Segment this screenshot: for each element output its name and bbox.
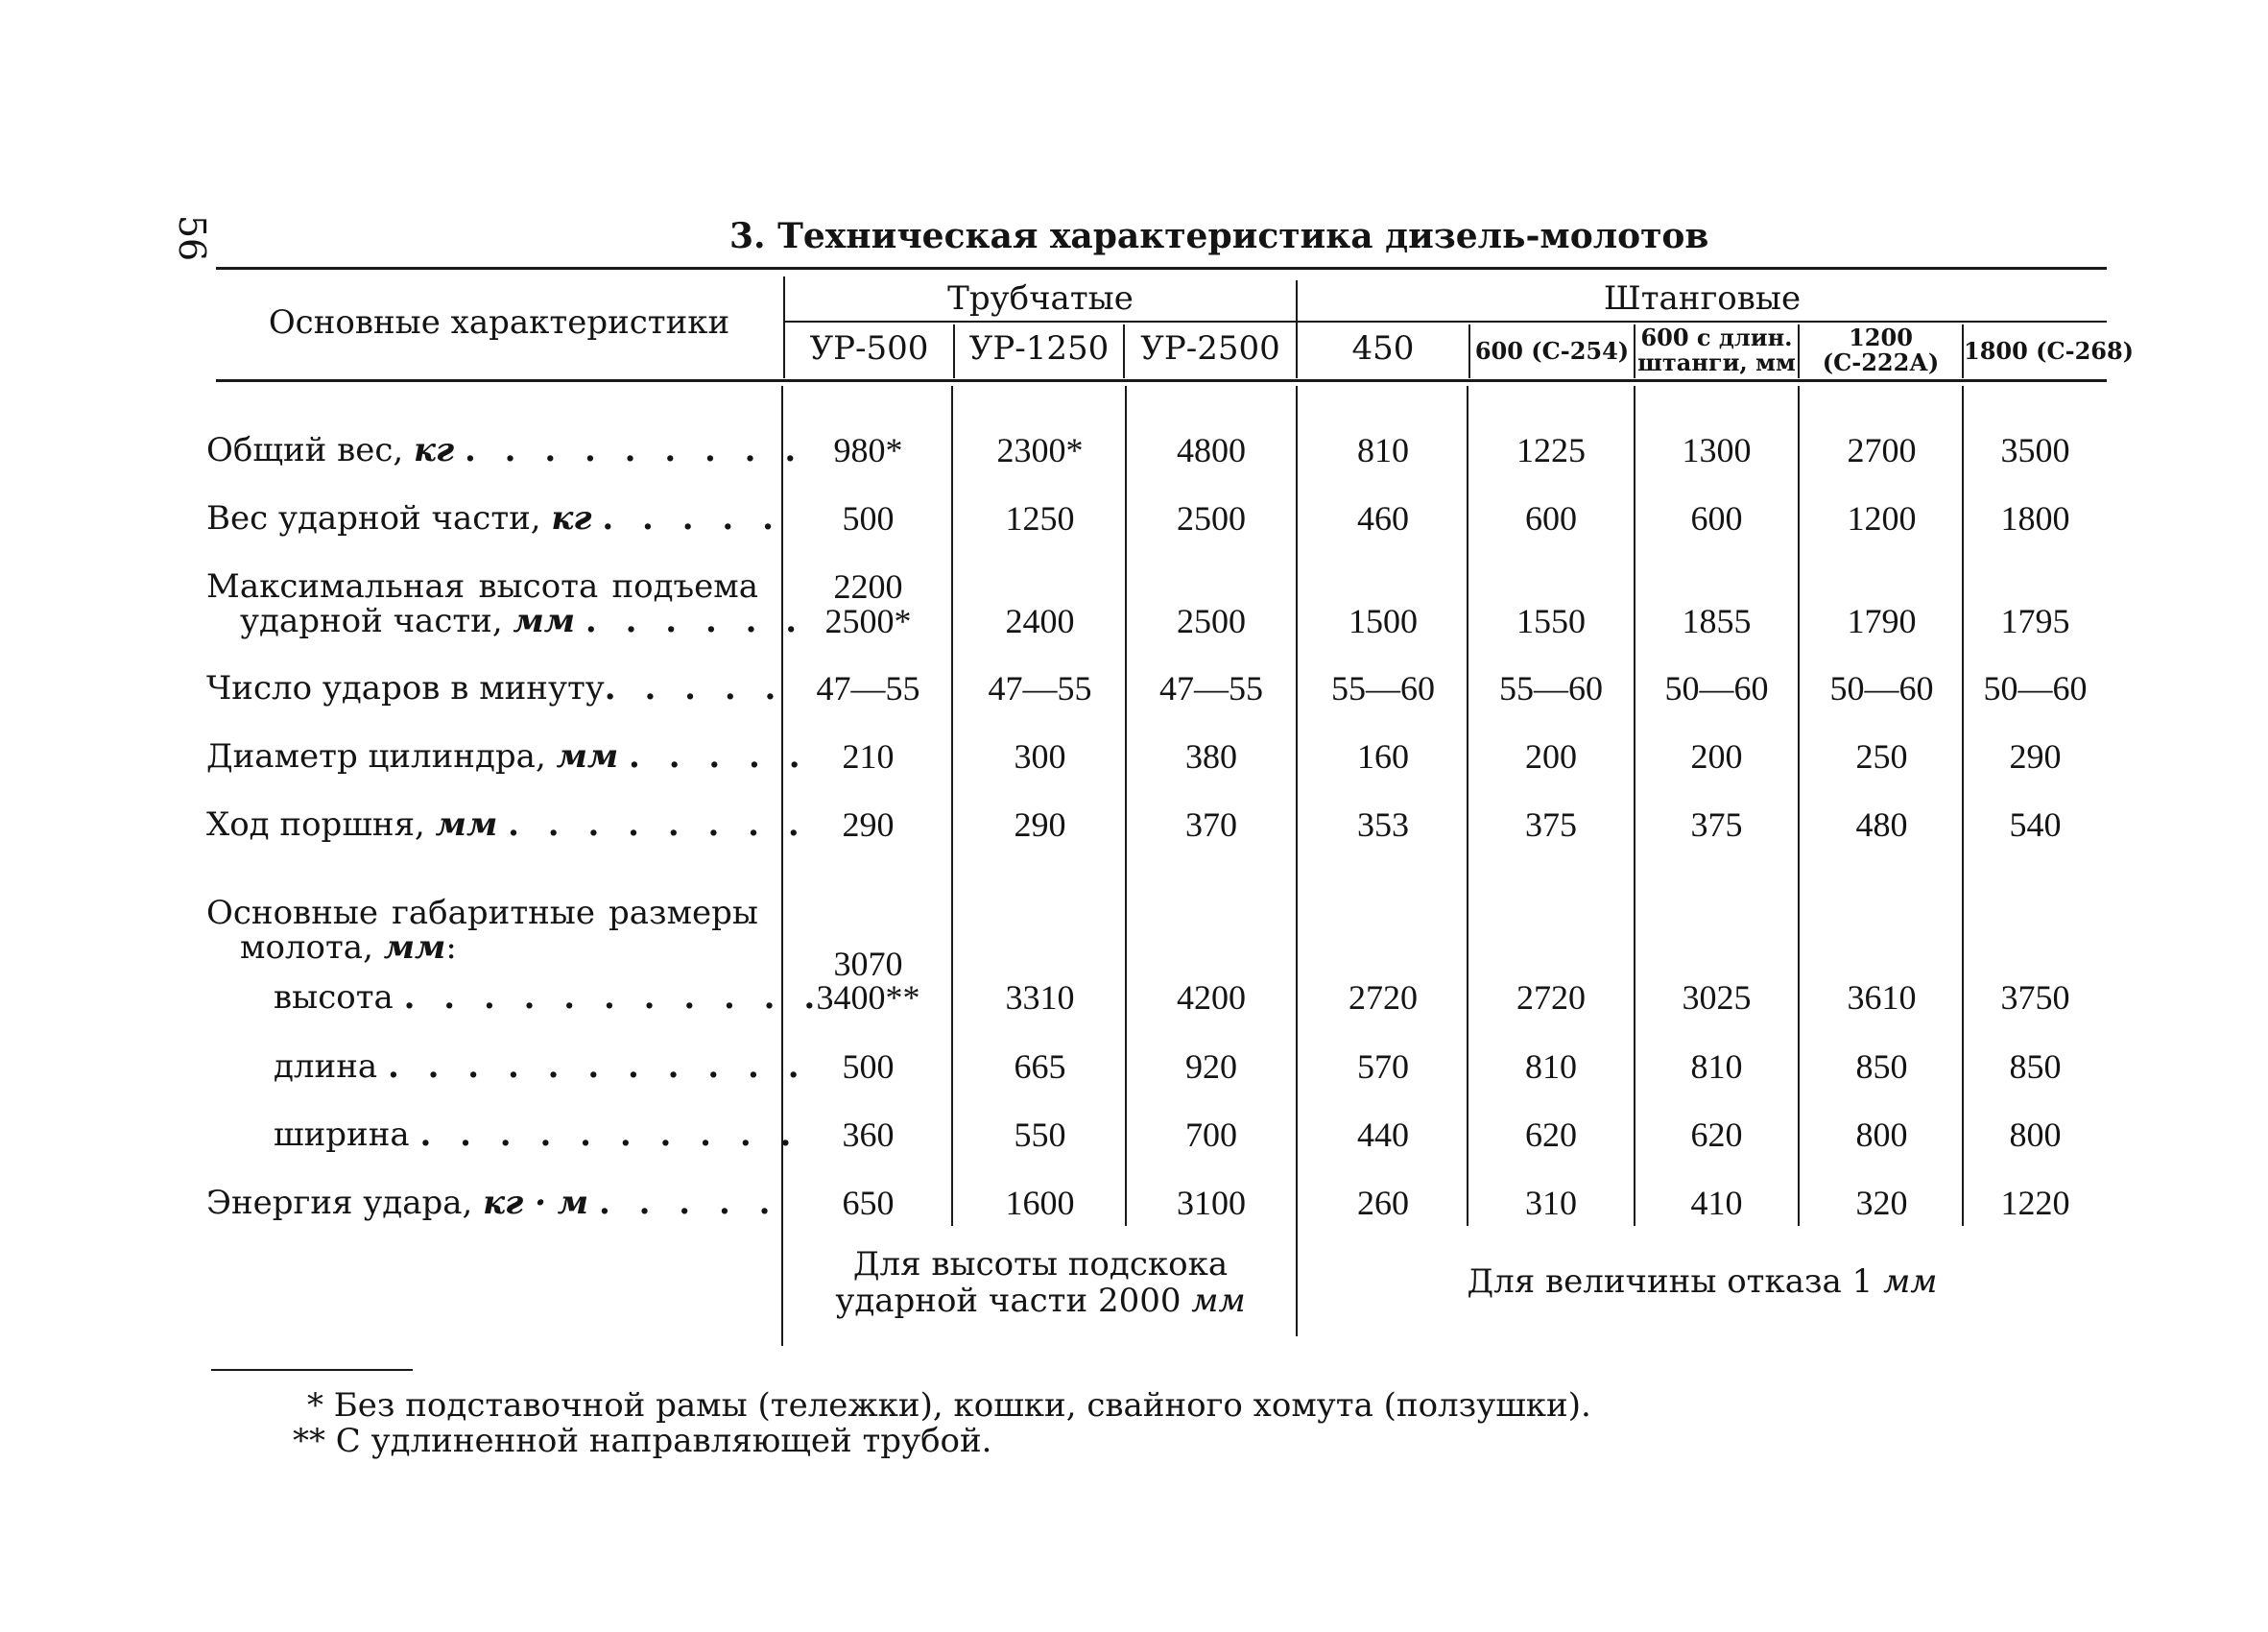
row-label-max-lift-2: ударной части, мм . . . . . .	[240, 602, 806, 640]
cell-r9-c6: 800	[1855, 1116, 1908, 1154]
header-col-600-long-line1: 600 с длин.	[1640, 324, 1793, 351]
page-number: 56	[171, 214, 213, 262]
footnote-2: ** С удлиненной направляющей трубой.	[293, 1422, 992, 1460]
cell-r10-c2: 3100	[1177, 1184, 1246, 1222]
cell-r2-c4: 1550	[1516, 602, 1586, 640]
row-label-blows: Число ударов в минуту. . . . .	[206, 669, 785, 708]
cell-r1-c0: 500	[842, 499, 895, 538]
cell-r0-c6: 2700	[1847, 431, 1917, 469]
cell-max-lift-ur500-top: 2200	[833, 567, 903, 606]
note-tubular-line1: Для высоты подскока	[852, 1245, 1229, 1284]
row-label-height: высота . . . . . . . . . . .	[274, 978, 824, 1017]
cell-r3-c0: 47—55	[816, 669, 920, 708]
cell-r3-c3: 55—60	[1331, 669, 1435, 708]
cell-r7-c0: 3400**	[816, 978, 920, 1017]
note-tubular-line2: ударной части 2000 мм	[835, 1282, 1246, 1320]
cell-r2-c0: 2500*	[824, 602, 912, 640]
cell-r3-c1: 47—55	[988, 669, 1092, 708]
cell-r5-c0: 290	[842, 805, 895, 844]
cell-r1-c3: 460	[1357, 499, 1409, 538]
cell-r1-c7: 1800	[2000, 499, 2070, 538]
cell-r7-c1: 3310	[1005, 978, 1075, 1017]
row-label-dimensions-2: молота, мм:	[240, 928, 457, 967]
cell-r4-c6: 250	[1855, 737, 1908, 776]
cell-r7-c7: 3750	[2000, 978, 2070, 1017]
cell-r3-c5: 50—60	[1664, 669, 1769, 708]
rule-header-bottom	[216, 379, 2107, 382]
rule-group	[785, 321, 2107, 323]
row-label-dimensions: Основные габаритные размеры	[206, 894, 758, 932]
cell-r7-c6: 3610	[1847, 978, 1917, 1017]
cell-r2-c1: 2400	[1005, 602, 1075, 640]
cell-r7-c5: 3025	[1682, 978, 1752, 1017]
cell-r4-c3: 160	[1357, 737, 1409, 776]
cell-r7-c3: 2720	[1349, 978, 1418, 1017]
cell-r7-c4: 2720	[1516, 978, 1586, 1017]
cell-r2-c7: 1795	[2000, 602, 2070, 640]
cell-r10-c1: 1600	[1005, 1184, 1075, 1222]
header-col-1200-line1: 1200	[1849, 324, 1913, 351]
cell-r5-c7: 540	[2009, 805, 2062, 844]
header-col-600-s254: 600 (С-254)	[1474, 337, 1630, 365]
cell-r5-c5: 375	[1690, 805, 1743, 844]
cell-r9-c2: 700	[1185, 1116, 1237, 1154]
header-col-1200-line2: (С-222А)	[1822, 348, 1940, 376]
note-rod: Для величины отказа 1 мм	[1467, 1262, 1938, 1301]
cell-r1-c2: 2500	[1177, 499, 1246, 538]
cell-r8-c4: 810	[1525, 1047, 1577, 1086]
header-col-1800: 1800 (С-268)	[1964, 337, 2135, 365]
cell-r8-c2: 920	[1185, 1047, 1237, 1086]
header-col-450: 450	[1351, 329, 1415, 368]
cell-r9-c4: 620	[1525, 1116, 1577, 1154]
table-title: 3. Техническая характеристика дизель-молотов	[729, 216, 1709, 256]
cell-r5-c1: 290	[1014, 805, 1066, 844]
cell-r2-c3: 1500	[1349, 602, 1418, 640]
cell-r9-c0: 360	[842, 1116, 895, 1154]
cell-r3-c2: 47—55	[1159, 669, 1263, 708]
cell-r9-c5: 620	[1690, 1116, 1743, 1154]
header-col-ur1250: УР-1250	[968, 329, 1110, 368]
cell-r5-c2: 370	[1185, 805, 1237, 844]
vline-body-c2	[951, 386, 953, 1226]
cell-r8-c6: 850	[1855, 1047, 1908, 1086]
rule-top	[216, 267, 2107, 270]
cell-r2-c6: 1790	[1847, 602, 1917, 640]
cell-height-ur500-top: 3070	[833, 945, 903, 983]
cell-r3-c7: 50—60	[1983, 669, 2088, 708]
cell-r9-c1: 550	[1014, 1116, 1066, 1154]
cell-r10-c7: 1220	[2000, 1184, 2070, 1222]
cell-r9-c3: 440	[1357, 1116, 1409, 1154]
cell-r2-c5: 1855	[1682, 602, 1752, 640]
cell-r5-c4: 375	[1525, 805, 1577, 844]
cell-r4-c4: 200	[1525, 737, 1577, 776]
header-group-rod: Штанговые	[1603, 279, 1802, 318]
cell-r1-c1: 1250	[1005, 499, 1075, 538]
note-tubular	[785, 1246, 1296, 1319]
cell-r10-c4: 310	[1525, 1184, 1577, 1222]
row-label-ram-weight: Вес ударной части, кг . . . . .	[206, 499, 782, 538]
cell-r9-c7: 800	[2009, 1116, 2062, 1154]
cell-r0-c1: 2300*	[996, 431, 1084, 469]
row-label-cylinder: Диаметр цилиндра, мм . . . . .	[206, 737, 809, 776]
cell-r4-c0: 210	[842, 737, 895, 776]
cell-r0-c4: 1225	[1516, 431, 1586, 469]
cell-r7-c2: 4200	[1177, 978, 1246, 1017]
cell-r0-c0: 980*	[833, 431, 903, 469]
header-group-tubular: Трубчатые	[947, 279, 1134, 318]
cell-r0-c3: 810	[1357, 431, 1409, 469]
cell-r4-c1: 300	[1014, 737, 1066, 776]
header-col-ur500: УР-500	[809, 329, 929, 368]
cell-r4-c2: 380	[1185, 737, 1237, 776]
footnote-1: * Без подставочной рамы (тележки), кошки, свайного хомута (ползушки).	[307, 1386, 1591, 1425]
header-main-label: Основные характеристики	[268, 303, 730, 342]
cell-r0-c7: 3500	[2000, 431, 2070, 469]
cell-r1-c6: 1200	[1847, 499, 1917, 538]
cell-r10-c3: 260	[1357, 1184, 1409, 1222]
cell-r3-c4: 55—60	[1499, 669, 1603, 708]
cell-r8-c3: 570	[1357, 1047, 1409, 1086]
cell-r3-c6: 50—60	[1829, 669, 1934, 708]
cell-r0-c2: 4800	[1177, 431, 1246, 469]
footnote-rule	[211, 1369, 413, 1371]
row-label-max-lift: Максимальная высота подъема	[206, 567, 758, 606]
cell-r1-c5: 600	[1690, 499, 1743, 538]
header-col-600-long-line2: штанги, мм	[1637, 348, 1796, 376]
header-col-ur2500: УР-2500	[1140, 329, 1280, 368]
row-label-total-weight: Общий вес, кг . . . . . . . . .	[206, 431, 805, 469]
cell-r8-c1: 665	[1014, 1047, 1066, 1086]
cell-r2-c2: 2500	[1177, 602, 1246, 640]
cell-r10-c5: 410	[1690, 1184, 1743, 1222]
row-label-width: ширина . . . . . . . . . .	[274, 1116, 800, 1154]
row-label-length: длина . . . . . . . . . . .	[274, 1047, 808, 1086]
row-label-energy: Энергия удара, кг · м . . . . .	[206, 1184, 779, 1222]
cell-r8-c5: 810	[1690, 1047, 1743, 1086]
cell-r1-c4: 600	[1525, 499, 1577, 538]
cell-r8-c7: 850	[2009, 1047, 2062, 1086]
cell-r8-c0: 500	[842, 1047, 895, 1086]
cell-r5-c3: 353	[1357, 805, 1409, 844]
row-label-stroke: Ход поршня, мм . . . . . . . .	[206, 805, 808, 844]
cell-r4-c5: 200	[1690, 737, 1743, 776]
cell-r0-c5: 1300	[1682, 431, 1752, 469]
cell-r10-c0: 650	[842, 1184, 895, 1222]
cell-r4-c7: 290	[2009, 737, 2062, 776]
cell-r5-c6: 480	[1855, 805, 1908, 844]
cell-r10-c6: 320	[1855, 1184, 1908, 1222]
